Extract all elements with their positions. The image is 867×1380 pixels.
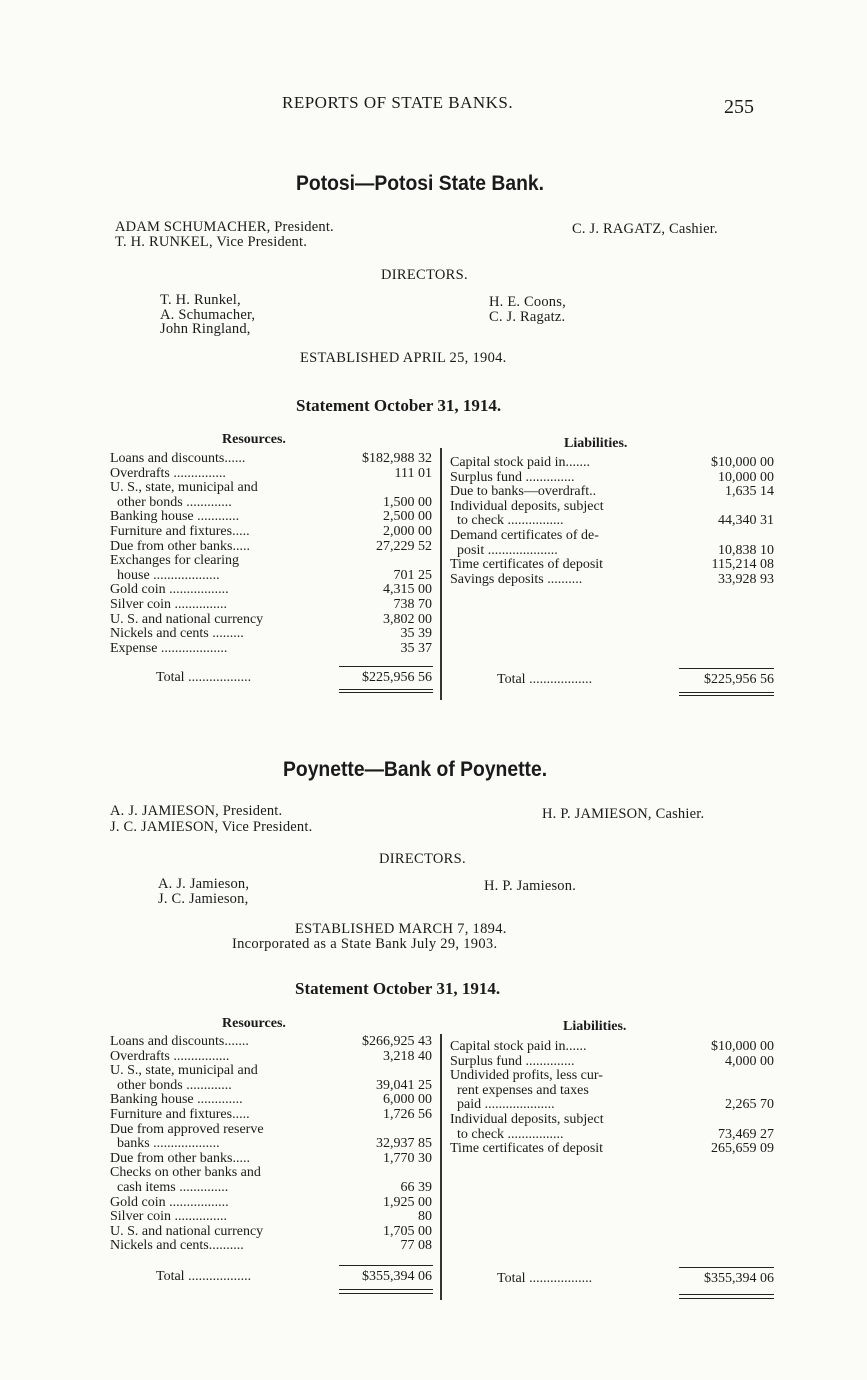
director: H. P. Jamieson. <box>484 878 577 894</box>
director: H. E. Coons, <box>489 294 566 310</box>
line-item-label: Capital stock paid in...... <box>450 1039 587 1054</box>
line-item-amount: 1,705 00 <box>383 1223 432 1239</box>
line-item-label: Due from other banks..... <box>110 1150 250 1166</box>
line-item-amount: 3,802 00 <box>383 611 432 627</box>
director: J. C. Jamieson, <box>158 891 249 907</box>
directors-heading: DIRECTORS. <box>381 267 468 283</box>
line-item-amount: 27,229 52 <box>376 538 432 554</box>
established-date: ESTABLISHED MARCH 7, 1894. <box>295 921 507 937</box>
line-item-label: banks ................... <box>110 1136 220 1152</box>
line-item-label: Gold coin ................. <box>110 1194 229 1210</box>
double-rule <box>679 1298 774 1299</box>
bank-title: Potosi—Potosi State Bank. <box>296 172 544 195</box>
line-item-amount: $10,000 00 <box>711 1039 774 1054</box>
line-item-amount: 35 39 <box>400 626 432 642</box>
line-item-amount: 44,340 31 <box>718 513 774 529</box>
line-item-amount: 80 <box>418 1209 432 1225</box>
line-item-label: house ................... <box>110 567 220 583</box>
line-item-label: Silver coin ............... <box>110 1209 228 1225</box>
line-item-label: Surplus fund .............. <box>450 1053 575 1069</box>
director: John Ringland, <box>160 321 251 337</box>
line-item-label: paid .................... <box>450 1097 555 1113</box>
line-item-amount: 265,659 09 <box>711 1141 774 1157</box>
double-rule <box>679 692 774 693</box>
sum-rule <box>339 666 433 667</box>
line-item-label: Banking house ............. <box>110 1092 243 1108</box>
line-item-amount: 33,928 93 <box>718 571 774 587</box>
total-label: Total .................. <box>156 670 252 685</box>
directors-heading: DIRECTORS. <box>379 851 466 867</box>
line-item-amount: 701 25 <box>393 567 432 583</box>
line-item-label: Furniture and fixtures..... <box>110 1107 250 1122</box>
incorporated-date: Incorporated as a State Bank July 29, 1903. <box>232 936 498 952</box>
line-item-amount: 1,500 00 <box>383 494 432 510</box>
line-item-label: Checks on other banks and <box>110 1165 261 1181</box>
vice-president: J. C. JAMIESON, Vice President. <box>110 819 313 835</box>
line-item-label: Capital stock paid in....... <box>450 455 590 470</box>
line-item-label: Nickels and cents.......... <box>110 1238 244 1254</box>
line-item-amount: 2,265 70 <box>725 1097 774 1113</box>
line-item-label: to check ................ <box>450 1126 564 1142</box>
line-item-amount: 1,770 30 <box>383 1150 432 1166</box>
line-item-label: Individual deposits, subject <box>450 498 604 514</box>
resources-heading: Resources. <box>222 1016 286 1031</box>
total-label: Total .................. <box>497 672 593 687</box>
line-item-amount: 1,925 00 <box>383 1194 432 1210</box>
line-item-label: U. S. and national currency <box>110 611 264 627</box>
line-item-label: Time certificates of deposit <box>450 557 604 573</box>
line-item-label: other bonds ............. <box>110 494 232 510</box>
statement-heading: Statement October 31, 1914. <box>296 396 502 415</box>
double-rule <box>679 695 774 696</box>
line-item-amount: $10,000 00 <box>711 455 774 470</box>
line-item-label: Due from other banks..... <box>110 538 250 554</box>
total-amount: $355,394 06 <box>704 1271 774 1286</box>
line-item-label: rent expenses and taxes <box>450 1082 589 1098</box>
column-divider <box>440 1034 442 1300</box>
line-item-amount: $182,988 32 <box>362 451 432 466</box>
line-item-label: Nickels and cents ......... <box>110 626 244 642</box>
page-number: 255 <box>724 96 754 118</box>
line-item-amount: 1,635 14 <box>725 484 774 500</box>
line-item-amount: 3,218 40 <box>383 1048 432 1064</box>
line-item-amount: 738 70 <box>393 597 432 612</box>
director: C. J. Ragatz. <box>489 309 566 325</box>
line-item-label: Time certificates of deposit <box>450 1141 604 1157</box>
line-item-label: U. S. and national currency <box>110 1223 264 1239</box>
sum-rule <box>679 1267 774 1268</box>
line-item-label: Demand certificates of de- <box>450 528 599 543</box>
line-item-label: U. S., state, municipal and <box>110 1063 258 1079</box>
line-item-label: U. S., state, municipal and <box>110 480 258 496</box>
line-item-label: cash items .............. <box>110 1180 229 1195</box>
line-item-amount: 35 37 <box>400 640 432 656</box>
line-item-label: Due from approved reserve <box>110 1121 264 1137</box>
double-rule <box>339 692 433 693</box>
president: ADAM SCHUMACHER, President. <box>115 219 334 235</box>
line-item-amount: 2,000 00 <box>383 524 432 539</box>
line-item-amount: 39,041 25 <box>376 1077 432 1093</box>
line-item-amount: 10,838 10 <box>718 542 774 558</box>
line-item-label: Expense ................... <box>110 640 228 656</box>
running-header: REPORTS OF STATE BANKS. <box>282 93 514 112</box>
line-item-amount: 73,469 27 <box>718 1126 774 1142</box>
line-item-label: Undivided profits, less cur- <box>450 1068 603 1084</box>
line-item-amount: 115,214 08 <box>711 557 774 573</box>
bank-title: Poynette—Bank of Poynette. <box>283 758 548 781</box>
line-item-amount: 1,726 56 <box>383 1107 432 1122</box>
line-item-label: Gold coin ................. <box>110 582 229 598</box>
total-label: Total .................. <box>156 1269 252 1284</box>
total-amount: $355,394 06 <box>362 1269 432 1284</box>
total-label: Total .................. <box>497 1271 593 1286</box>
line-item-amount: 77 08 <box>400 1238 432 1254</box>
sum-rule <box>679 668 774 669</box>
line-item-amount: 10,000 00 <box>718 469 774 485</box>
line-item-amount: 4,000 00 <box>725 1053 774 1069</box>
line-item-amount: 32,937 85 <box>376 1136 432 1152</box>
double-rule <box>339 1293 433 1294</box>
line-item-label: to check ................ <box>450 513 564 529</box>
established-date: ESTABLISHED APRIL 25, 1904. <box>300 350 507 366</box>
line-item-label: Overdrafts ................ <box>110 1048 230 1064</box>
cashier: C. J. RAGATZ, Cashier. <box>572 221 718 237</box>
director: T. H. Runkel, <box>160 292 241 308</box>
line-item-amount: 4,315 00 <box>383 582 432 598</box>
line-item-amount: 66 39 <box>400 1180 432 1195</box>
line-item-amount: 111 01 <box>394 465 432 481</box>
line-item-amount: $266,925 43 <box>362 1034 432 1049</box>
line-item-label: Loans and discounts...... <box>110 451 246 466</box>
line-item-label: Exchanges for clearing <box>110 553 240 569</box>
director: A. Schumacher, <box>160 307 256 323</box>
total-amount: $225,956 56 <box>362 670 432 685</box>
president: A. J. JAMIESON, President. <box>110 803 283 819</box>
double-rule <box>339 689 433 690</box>
statement-heading: Statement October 31, 1914. <box>295 979 501 998</box>
double-rule <box>679 1294 774 1295</box>
line-item-label: Due to banks—overdraft.. <box>450 484 597 500</box>
line-item-label: posit .................... <box>450 542 558 558</box>
line-item-label: Savings deposits .......... <box>450 571 583 587</box>
line-item-label: Individual deposits, subject <box>450 1112 604 1127</box>
total-amount: $225,956 56 <box>704 672 774 687</box>
liabilities-heading: Liabilities. <box>564 436 628 451</box>
line-item-amount: 2,500 00 <box>383 509 432 525</box>
line-item-label: Furniture and fixtures..... <box>110 524 250 539</box>
line-item-amount: 6,000 00 <box>383 1092 432 1108</box>
double-rule <box>339 1289 433 1290</box>
line-item-label: Overdrafts ............... <box>110 465 226 481</box>
cashier: H. P. JAMIESON, Cashier. <box>542 806 705 822</box>
line-item-label: Silver coin ............... <box>110 597 228 612</box>
vice-president: T. H. RUNKEL, Vice President. <box>115 234 308 250</box>
column-divider <box>440 448 442 700</box>
resources-heading: Resources. <box>222 432 286 447</box>
line-item-label: Surplus fund .............. <box>450 469 575 485</box>
line-item-label: Banking house ............ <box>110 509 240 525</box>
sum-rule <box>339 1265 433 1266</box>
liabilities-heading: Liabilities. <box>563 1019 627 1034</box>
line-item-label: other bonds ............. <box>110 1077 232 1093</box>
director: A. J. Jamieson, <box>158 876 250 892</box>
line-item-label: Loans and discounts....... <box>110 1034 249 1049</box>
